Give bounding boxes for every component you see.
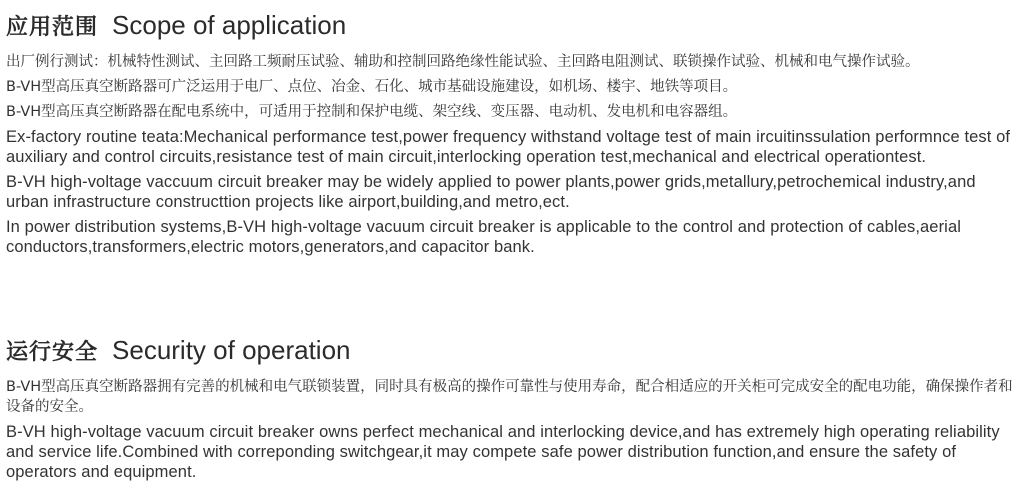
scope-heading <box>6 10 1022 42</box>
security-title-cn: 运行安全 <box>6 340 99 365</box>
security-section <box>6 335 1022 487</box>
scope-paragraph-en-2: B-VH high-voltage vaccuum circuit breaker may be widely applied to power plants,power grids,metallury,petrochemical industry,and urban infrastructure constructtion projects like airport,building,and metro,ect. <box>6 173 976 211</box>
scope-paragraph-cn-3: B-VH型高压真空断路器在配电系统中，可适用于控制和保护电缆、架空线、变压器、电动机、发电机和电容器组。 <box>6 104 738 120</box>
scope-paragraph-cn-2: B-VH型高压真空断路器可广泛运用于电厂、点位、冶金、石化、城市基础设施建设，如机场、楼宇、地铁等项目。 <box>6 79 738 95</box>
security-paragraph-cn-1: B-VH型高压真空断路器拥有完善的机械和电气联锁装置，同时具有极高的操作可靠性与使用寿命，配合相适应的开关柜可完成安全的配电功能，确保操作者和设备的安全。 <box>6 379 1013 415</box>
security-paragraph-en-1: B-VH high-voltage vacuum circuit breaker owns perfect mechanical and interlocking device,and has extremely high operating reliability and service life.Combined with correponding switchgear,it may compete safe power distribution function,and ensure the safety of operators and equipment. <box>6 423 1000 481</box>
scope-paragraph-cn-1: 出厂例行测试：机械特性测试、主回路工频耐压试验、辅助和控制回路绝缘性能试验、主回路电阻测试、联锁操作试验、机械和电气操作试验。 <box>6 54 920 70</box>
scope-title-en: Scope of application <box>112 10 347 40</box>
security-title-en: Security of operation <box>112 335 351 365</box>
scope-paragraph-en-3: In power distribution systems,B-VH high-voltage vacuum circuit breaker is applicable to the control and protection of cables,aerial conductors,transformers,electric motors,generators,and capacitor bank. <box>6 218 961 256</box>
scope-paragraph-en-1: Ex-factory routine teata:Mechanical performance test,power frequency withstand voltage test of main ircuitinssulation performnce test of auxiliary and control circuits,resistance test of main circuit,interlocking operation test,mechanical and electrical operationtest. <box>6 128 1011 166</box>
scope-section <box>6 10 1022 262</box>
scope-title-cn: 应用范围 <box>6 15 99 40</box>
security-heading <box>6 335 1022 367</box>
